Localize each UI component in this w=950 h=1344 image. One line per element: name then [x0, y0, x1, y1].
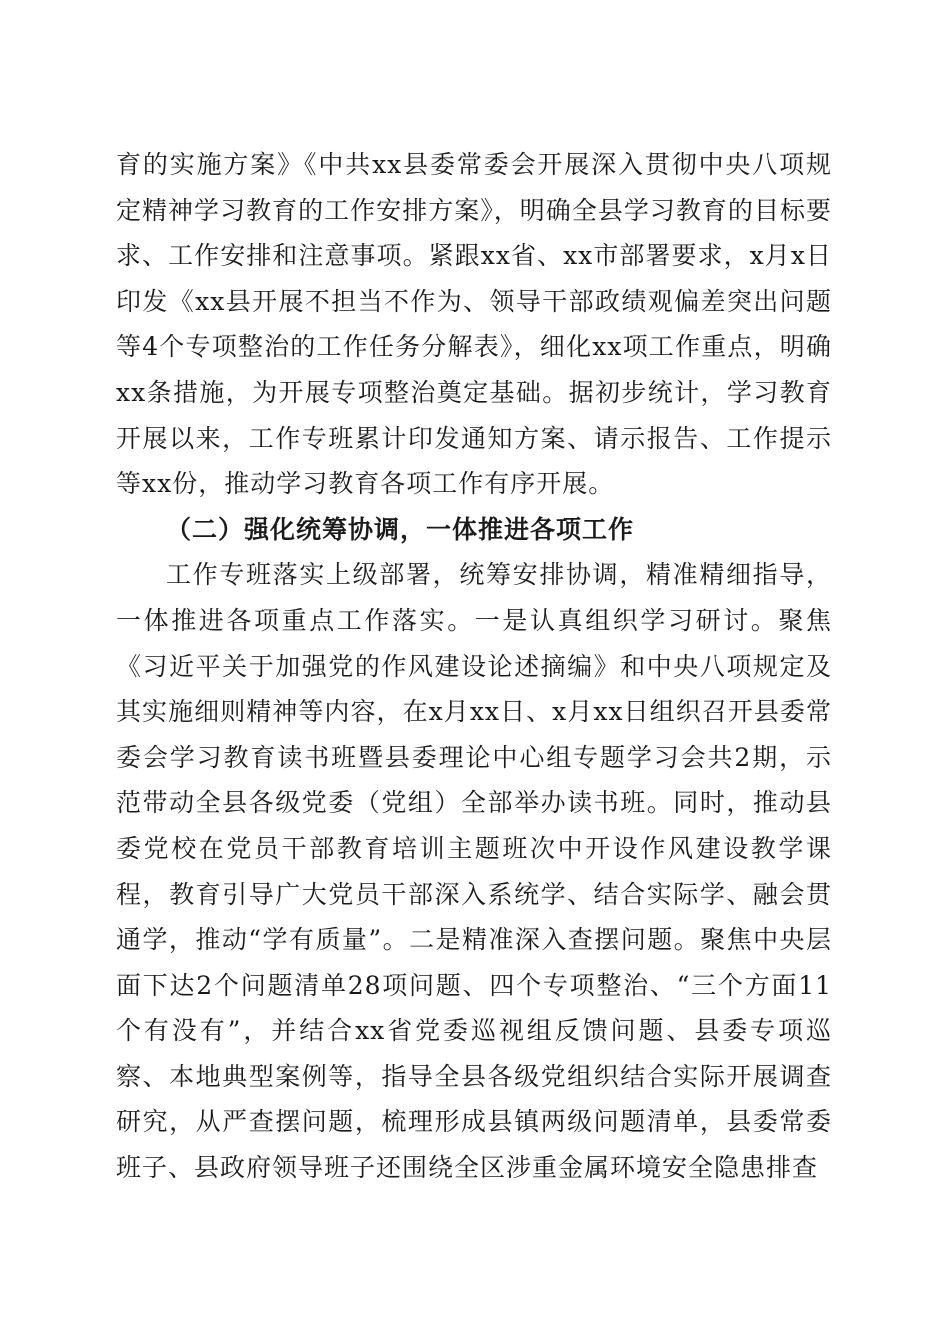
section-heading: （二）强化统筹协调，一体推进各项工作: [166, 514, 635, 544]
paragraph-continued: 育的实施方案》《中共xx县委常委会开展深入贯彻中央八项规定精神学习教育的工作安排方案》，明确全县学习教育的目标要求、工作安排和注意事项。紧跟xx省、xx市部署要求，x月x日印发《xx县开展不担当不作为、领导干部政绩观偏差突出问题等4个专项整治的工作任务分解表》，细化xx项工作重点，明确xx条措施，为开展专项整治奠定基础。据初步统计，学习教育开展以来，工作专班累计印发通知方案、请示报告、工作提示等xx份，推动学习教育各项工作有序开展。: [116, 150, 832, 499]
document-body: [116, 142, 832, 1191]
paragraph-section: 工作专班落实上级部署，统筹安排协调，精准精细指导，一体推进各项重点工作落实。一是认真组织学习研讨。聚焦《习近平关于加强党的作风建设论述摘编》和中央八项规定及其实施细则精神等内容，在x月xx日、x月xx日组织召开县委常委会学习教育读书班暨县委理论中心组专题学习会共2期，示范带动全县各级党委（党组）全部举办读书班。同时，推动县委党校在党员干部教育培训主题班次中开设作风建设教学课程，教育引导广大党员干部深入系统学、结合实际学、融会贯通学，推动“学有质量”。二是精准深入查摆问题。聚焦中央层面下达2个问题清单28项问题、四个专项整治、“三个方面11个有没有”，并结合xx省党委巡视组反馈问题、县委专项巡察、本地典型案例等，指导全县各级党组织结合实际开展调查研究，从严查摆问题，梳理形成县镇两级问题清单，县委常委班子、县政府领导班子还围绕全区涉重金属环境安全隐患排查: [116, 560, 832, 1183]
